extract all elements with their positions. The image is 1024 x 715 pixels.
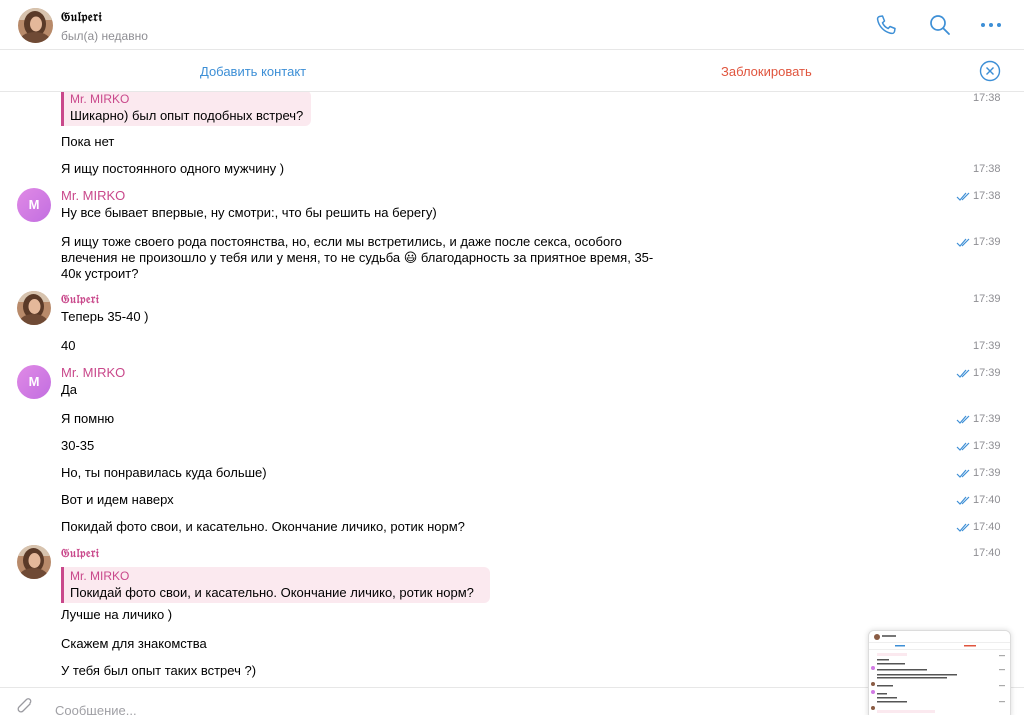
message-list[interactable]	[0, 92, 1024, 687]
read-checks-icon	[956, 238, 972, 248]
sender-name[interactable]: Mr. MIRKO	[61, 365, 126, 380]
message-time: 17:40	[973, 521, 1001, 533]
sender-name[interactable]: 𝔊𝔲𝔩𝔭𝔢𝔯𝔦	[61, 292, 100, 306]
read-checks-icon	[956, 369, 972, 379]
reply-sender: Mr. MIRKO	[70, 569, 130, 583]
attach-icon[interactable]	[16, 698, 36, 715]
screenshot-thumbnail[interactable]	[868, 630, 1011, 715]
more-icon[interactable]	[979, 13, 1003, 37]
message-time: 17:39	[973, 413, 1001, 425]
search-icon[interactable]	[928, 13, 952, 37]
read-checks-icon	[956, 469, 972, 479]
contact-name[interactable]: 𝔊𝔲𝔩𝔭𝔢𝔯𝔦	[61, 10, 103, 25]
message-time: 17:39	[973, 367, 1001, 379]
read-checks-icon	[956, 415, 972, 425]
read-checks-icon	[956, 192, 972, 202]
message-time: 17:39	[973, 293, 1001, 305]
avatar[interactable]: M	[17, 188, 51, 222]
message-time: 17:38	[973, 190, 1001, 202]
close-icon[interactable]	[979, 60, 1001, 82]
message-time: 17:39	[973, 467, 1001, 479]
message-text: 30-35	[61, 438, 95, 453]
message-time: 17:39	[973, 340, 1001, 352]
message-input[interactable]	[55, 699, 815, 715]
message-text: Ну все бывает впервые, ну смотри:, что бы решить на берегу)	[61, 205, 437, 220]
message-time: 17:40	[973, 494, 1001, 506]
sender-name[interactable]: 𝔊𝔲𝔩𝔭𝔢𝔯𝔦	[61, 546, 100, 560]
message-text: Лучше на личико )	[61, 607, 173, 622]
contact-status: был(а) недавно	[61, 29, 148, 43]
add-contact-button[interactable]: Добавить контакт	[200, 64, 307, 79]
message-time: 17:39	[973, 440, 1001, 452]
message-text: Да	[61, 382, 78, 397]
message-text: Я помню	[61, 411, 115, 426]
chat-header	[0, 0, 1024, 50]
reply-quote[interactable]	[61, 92, 311, 126]
message-text: Вот и идем наверх	[61, 492, 174, 507]
contact-avatar[interactable]	[18, 8, 53, 43]
message-text: Теперь 35-40 )	[61, 309, 149, 324]
message-text: Я ищу тоже своего рода постоянства, но, если мы встретились, и даже после секса, особого влечения не произошло у тебя или у меня, то не судьба 😃 благодарность за приятное время, 35-40к устроит?	[61, 234, 654, 281]
message-text: У тебя был опыт таких встреч ?)	[61, 663, 257, 678]
contact-action-bar	[0, 51, 1024, 92]
reply-text: Покидай фото свои, и касательно. Окончание личико, ротик норм?	[70, 585, 474, 600]
message-text: Но, ты понравилась куда больше)	[61, 465, 267, 480]
reply-quote[interactable]	[61, 567, 490, 603]
message-text: Я ищу постоянного одного мужчину )	[61, 161, 285, 176]
read-checks-icon	[956, 523, 972, 533]
block-button[interactable]: Заблокировать	[721, 64, 812, 79]
read-checks-icon	[956, 496, 972, 506]
sender-name[interactable]: Mr. MIRKO	[61, 188, 126, 203]
message-text: 40	[61, 338, 76, 353]
message-time: 17:40	[973, 547, 1001, 559]
message-text: Пока нет	[61, 134, 115, 149]
reply-text: Шикарно) был опыт подобных встреч?	[70, 108, 304, 123]
message-time: 17:39	[973, 236, 1001, 248]
message-text: Покидай фото свои, и касательно. Окончание личико, ротик норм?	[61, 519, 465, 534]
avatar[interactable]	[17, 291, 51, 325]
message-time: 17:38	[973, 163, 1001, 175]
read-checks-icon	[956, 442, 972, 452]
message-text: Скажем для знакомства	[61, 636, 207, 651]
avatar[interactable]: M	[17, 365, 51, 399]
reply-sender: Mr. MIRKO	[70, 92, 130, 106]
avatar[interactable]	[17, 545, 51, 579]
message-time: 17:38	[973, 92, 1001, 104]
phone-icon[interactable]	[874, 13, 898, 37]
